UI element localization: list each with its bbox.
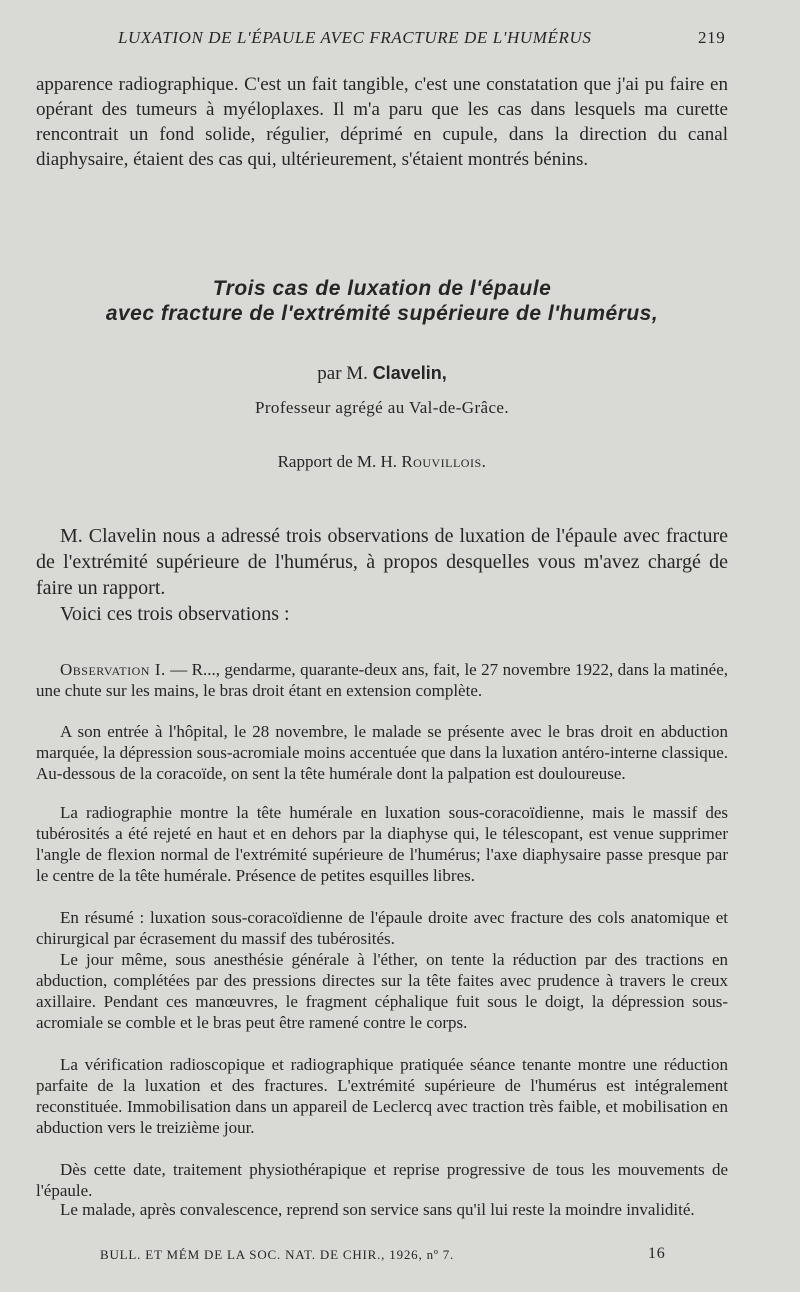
- observation-paragraph-5: Le jour même, sous anesthésie générale à l'éther, on tente la réduction par des tractions en abduction, complétées par des pressions directes sur la tête faites avec prudence à travers le creux axillaire. Pendant ces manœuvres, le fragment céphalique fuit sous le doigt, la dépression sous-acromiale se comble et le bras peut être ramené contre le corps.: [36, 950, 728, 1032]
- article-title-line-2: avec fracture de l'extrémité supérieure de l'humérus,: [105, 302, 659, 325]
- report-prefix: Rapport de M. H.: [277, 452, 398, 471]
- article-title-line-1: Trois cas de luxation de l'épaule: [212, 277, 552, 300]
- observation-paragraph-2: A son entrée à l'hôpital, le 28 novembre, le malade se présente avec le bras droit en abduction marquée, la dépression sous-acromiale moins accentuée que dans la luxation antéro-interne classique. Au-dessous de la coracoïde, on sent la tête humérale dont la palpation est douloureuse.: [36, 722, 728, 783]
- signature-mark: 16: [648, 1245, 666, 1262]
- observation-paragraph-7: Dès cette date, traitement physiothérapique et reprise progressive de tous les mouvements de l'épaule.: [36, 1160, 728, 1200]
- body-paragraph-1: M. Clavelin nous a adressé trois observations de luxation de l'épaule avec fracture de l'extrémité supérieure de l'humérus, à propos desquelles vous m'avez chargé de faire un rapport.: [36, 525, 728, 599]
- report-line: [36, 452, 728, 472]
- byline: [36, 363, 728, 385]
- page-footer: [0, 1247, 800, 1269]
- reporter-name: Rouvillois.: [401, 452, 487, 471]
- observation-paragraph-3: La radiographie montre la tête humérale en luxation sous-coracoïdienne, mais le massif des tubérosités a été rejeté en haut et en dehors par la diaphyse qui, le télescopant, est venue supprimer l'angle de flexion normal de l'extrémité supérieure de l'humérus; l'axe diaphysaire passe presque par le centre de la tête humérale. Présence de petites esquilles libres.: [36, 803, 728, 885]
- running-title: LUXATION DE L'ÉPAULE AVEC FRACTURE DE L'HUMÉRUS: [118, 28, 592, 47]
- author-name: Clavelin,: [372, 363, 447, 383]
- running-header: [0, 28, 800, 54]
- body-paragraph-2: Voici ces trois observations :: [60, 603, 290, 625]
- observation-paragraph-6: La vérification radioscopique et radiographique pratiquée séance tenante montre une réduction parfaite de la luxation et des fractures. L'extrémité supérieure de l'humérus est intégralement reconstituée. Immobilisation dans un appareil de Leclercq avec traction très faible, et mobilisation en abduction vers le treizième jour.: [36, 1055, 728, 1137]
- observation-paragraph-1: [36, 659, 728, 701]
- intro-paragraph: apparence radiographique. C'est un fait tangible, c'est une constatation que j'ai pu faire en opérant des tumeurs à myéloplaxes. Il m'a paru que les cas dans lesquels ma curette rencontrait un fond solide, régulier, déprimé en cupule, dans la direction du canal diaphysaire, étaient des cas qui, ultérieurement, s'étaient montrés bénins.: [36, 74, 728, 170]
- author-affiliation: Professeur agrégé au Val-de-Grâce.: [255, 398, 509, 417]
- page-number: 219: [698, 28, 726, 47]
- observation-paragraph-8: Le malade, après convalescence, reprend son service sans qu'il lui reste la moindre invalidité.: [60, 1200, 695, 1219]
- observation-paragraph-4: En résumé : luxation sous-coracoïdienne de l'épaule droite avec fracture des cols anatomique et chirurgical par écrasement du massif des tubérosités.: [36, 908, 728, 948]
- byline-prefix: par M.: [317, 363, 368, 384]
- footer-citation: BULL. ET MÉM DE LA SOC. NAT. DE CHIR., 1926, nº 7.: [100, 1247, 455, 1262]
- observation-text-1: — R..., gendarme, quarante-deux ans, fait, le 27 novembre 1922, dans la matinée, une chute sur les mains, le bras droit étant en extension complète.: [36, 660, 728, 700]
- observation-label: Observation I.: [60, 660, 166, 679]
